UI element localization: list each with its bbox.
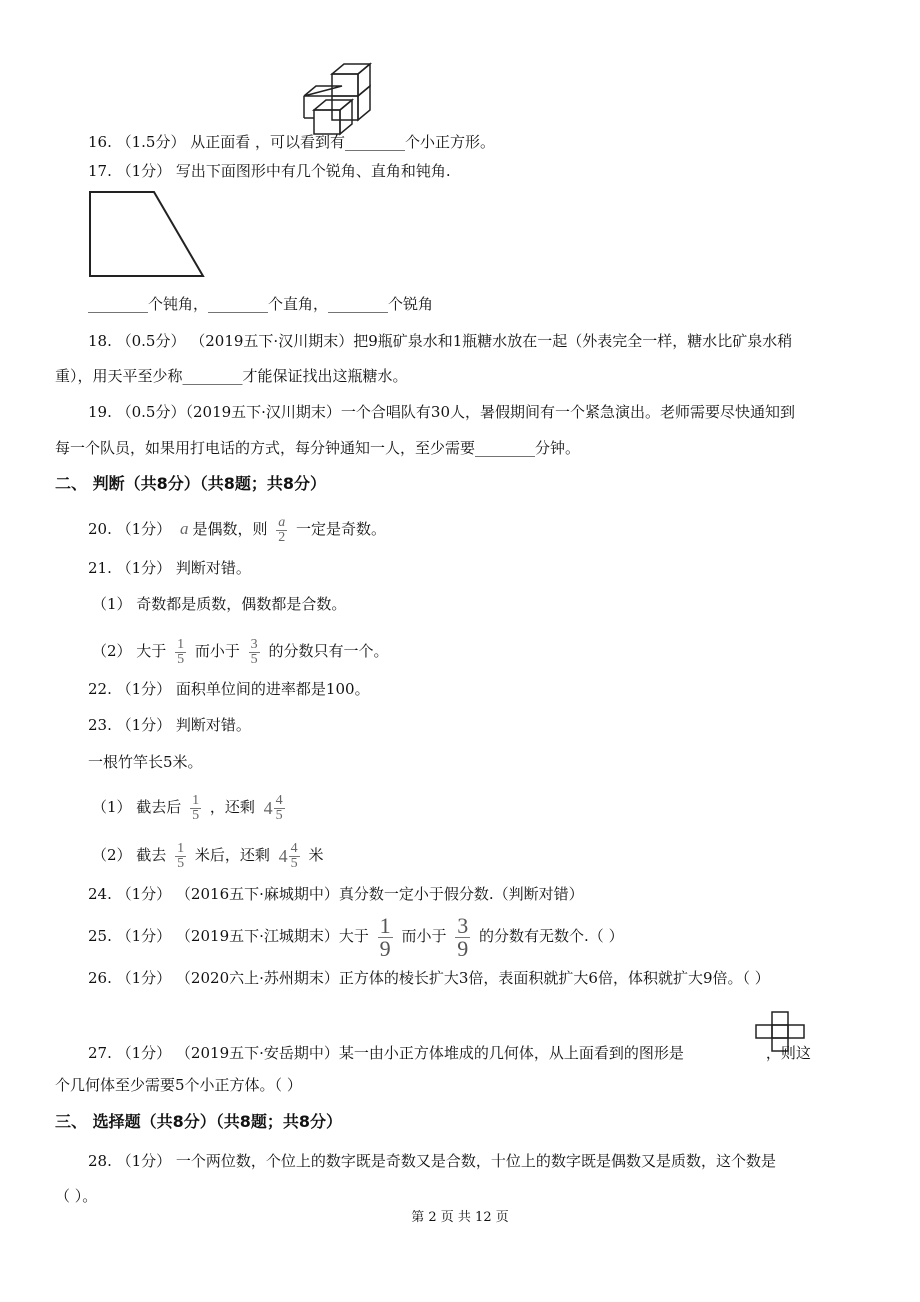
question-28-line2: （ ）。 — [55, 1187, 98, 1205]
q23-sub2-mid: 米后，还剩 — [194, 846, 270, 864]
numerator: 1 — [177, 636, 185, 652]
question-23: 23. （1分） 判断对错。 — [88, 716, 251, 734]
trapezoid-figure — [86, 188, 208, 280]
q20-prefix: 20. （1分） — [88, 520, 172, 538]
denominator: 5 — [290, 855, 298, 871]
question-26: 26. （1分） （2020六上·苏州期末）正方体的棱长扩大3倍，表面积就扩大6倍，体积就扩大9倍。（ ） — [88, 969, 770, 987]
fraction-3-5 — [249, 638, 260, 667]
question-18-line2: 重），用天平至少称________才能保证找出这瓶糖水。 — [55, 367, 408, 385]
question-25 — [88, 910, 624, 962]
q21-sub2-mid: 而小于 — [194, 642, 240, 660]
q23-sub2-prefix: （2） 截去 — [92, 846, 167, 864]
denominator: 5 — [275, 807, 283, 823]
numerator: 4 — [290, 840, 298, 856]
numerator: 1 — [192, 792, 200, 808]
denominator: 2 — [278, 529, 286, 545]
q23-sub1-mid: ，还剩 — [209, 798, 255, 816]
denominator: 5 — [192, 807, 200, 823]
fraction-a-over-2 — [276, 516, 287, 545]
denominator: 9 — [379, 935, 391, 961]
question-23-sub1 — [92, 788, 289, 827]
numerator: 1 — [379, 912, 391, 938]
mixed-number-4-4-5 — [279, 837, 300, 875]
variable-a: a — [179, 519, 189, 538]
cube-stack-figure — [298, 60, 376, 138]
denominator: 5 — [177, 855, 185, 871]
numerator: 4 — [275, 792, 283, 808]
numerator: 3 — [457, 912, 469, 938]
q23-sub2-post: 米 — [308, 846, 324, 864]
denominator: 5 — [250, 651, 258, 667]
denominator: 9 — [457, 935, 469, 961]
mixed-number-4-4-5 — [264, 789, 285, 827]
question-27-line2: 个几何体至少需要5个小正方体。（ ） — [55, 1076, 302, 1094]
question-17: 17. （1分） 写出下面图形中有几个锐角、直角和钝角. — [88, 162, 451, 180]
q25-post: 的分数有无数个.（ ） — [479, 927, 624, 945]
q20-post: 一定是奇数。 — [296, 520, 387, 538]
q20-mid: 是偶数，则 — [192, 520, 268, 538]
page-footer: 第 2 页 共 12 页 — [411, 1210, 509, 1225]
fraction-1-9 — [378, 912, 393, 961]
question-20 — [88, 512, 386, 546]
fraction-1-5 — [175, 842, 186, 871]
fraction-3-9 — [455, 912, 470, 961]
question-16: 16. （1.5分） 从正面看 ，可以看到有________个小正方形。 — [88, 133, 496, 151]
question-17-answer: ________个钝角，________个直角，________个锐角 — [88, 295, 434, 313]
section-3-heading: 三、 选择题（共8分）（共8题；共8分） — [55, 1112, 342, 1131]
question-27-line1 — [88, 1043, 811, 1063]
section-2-heading: 二、 判断（共8分）（共8题；共8分） — [55, 474, 326, 493]
question-21-sub1: （1） 奇数都是质数，偶数都是合数。 — [92, 595, 347, 613]
q23-sub1-prefix: （1） 截去后 — [92, 798, 182, 816]
fraction-1-5 — [190, 794, 201, 823]
question-21-sub2 — [92, 633, 388, 669]
whole-part: 4 — [278, 846, 288, 866]
question-21: 21. （1分） 判断对错。 — [88, 559, 251, 577]
q25-mid: 而小于 — [401, 927, 447, 945]
question-19-line2: 每一个队员，如果用打电话的方式，每分钟通知一人，至少需要________分钟。 — [55, 439, 581, 457]
question-19-line1: 19. （0.5分）（2019五下·汉川期末）一个合唱队有30人，暑假期间有一个紧急演出。老师需要尽快通知到 — [88, 403, 796, 421]
numerator: a — [278, 514, 286, 530]
question-24: 24. （1分） （2016五下·麻城期中）真分数一定小于假分数.（判断对错） — [88, 885, 584, 903]
numerator: 1 — [177, 840, 185, 856]
whole-part: 4 — [263, 798, 273, 818]
question-18-line1: 18. （0.5分） （2019五下·汉川期末）把9瓶矿泉水和1瓶糖水放在一起（外表完全一样，糖水比矿泉水稍 — [88, 332, 793, 350]
q27-prefix: 27. （1分） （2019五下·安岳期中）某一由小正方体堆成的几何体，从上面看到的图形是 — [88, 1044, 684, 1062]
fraction-1-5 — [175, 638, 186, 667]
denominator: 5 — [177, 651, 185, 667]
q27-suffix: ，则这 — [765, 1044, 811, 1062]
q21-sub2-post: 的分数只有一个。 — [268, 642, 389, 660]
q21-sub2-prefix: （2） 大于 — [92, 642, 167, 660]
question-23-stem: 一根竹竿长5米。 — [88, 753, 203, 771]
q25-prefix: 25. （1分） （2019五下·江城期末）大于 — [88, 927, 369, 945]
question-23-sub2 — [92, 836, 323, 875]
numerator: 3 — [250, 636, 258, 652]
question-22: 22. （1分） 面积单位间的进率都是100。 — [88, 680, 370, 698]
question-28-line1: 28. （1分） 一个两位数，个位上的数字既是奇数又是合数，十位上的数字既是偶数又是质数，这个数是 — [88, 1152, 776, 1170]
